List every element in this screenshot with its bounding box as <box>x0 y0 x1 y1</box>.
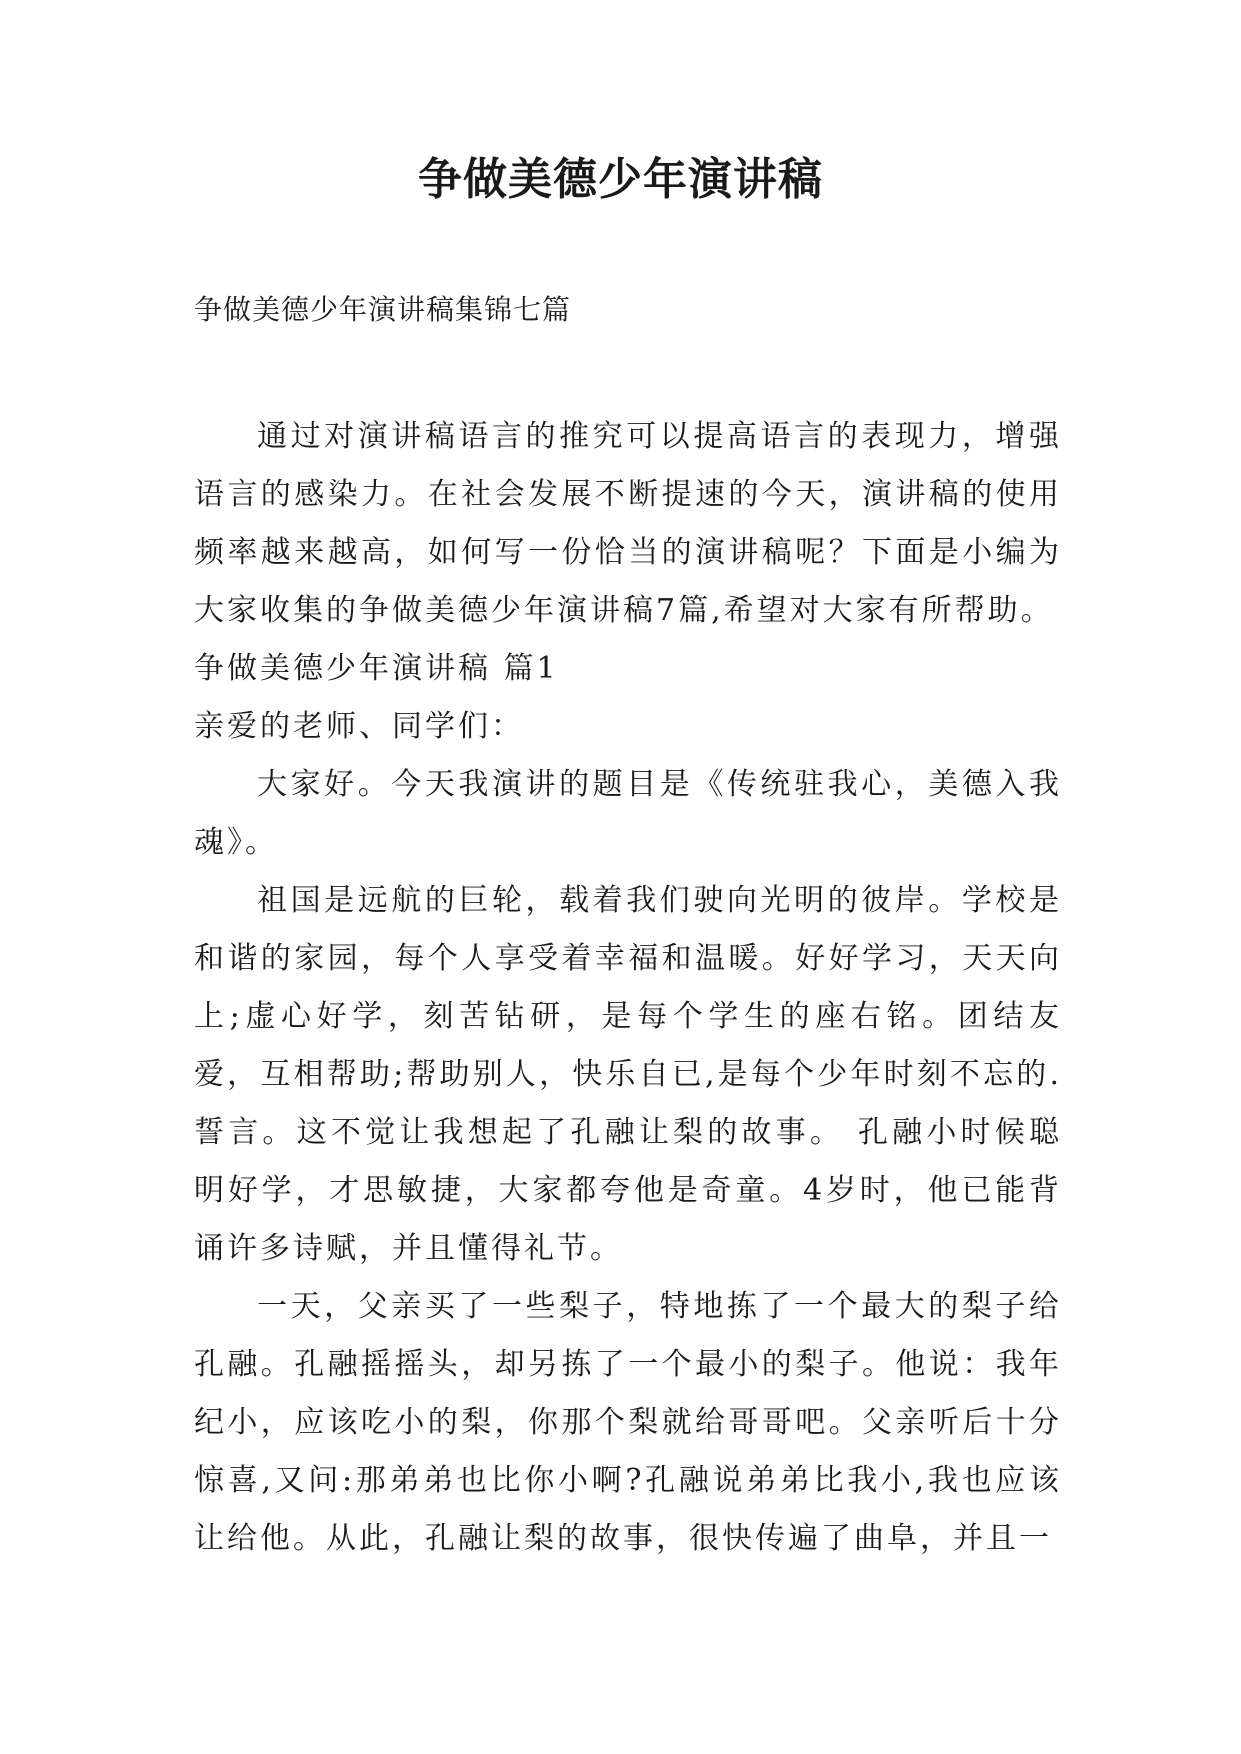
document-body <box>194 408 1062 1568</box>
body-paragraph: 祖国是远航的巨轮，载着我们驶向光明的彼岸。学校是和谐的家园，每个人享受着幸福和温暖。好好学习，天天向上;虚心好学，刻苦钻研，是每个学生的座右铭。团结友爱，互相帮助;帮助别人，快乐自已,是每个少年时刻不忘的.誓言。这不觉让我想起了孔融让梨的故事。 孔融小时候聪明好学，才思敏捷，大家都夸他是奇童。4岁时，他已能背诵许多诗赋，并且懂得礼节。 <box>194 883 1062 1266</box>
document-title: 争做美德少年演讲稿 <box>418 154 823 205</box>
body-paragraph: 大家好。今天我演讲的题目是《传统驻我心，美德入我魂》。 <box>194 767 1062 860</box>
body-paragraph: 一天，父亲买了一些梨子，特地拣了一个最大的梨子给孔融。孔融摇摇头，却另拣了一个最小的梨子。他说：我年纪小，应该吃小的梨，你那个梨就给哥哥吧。父亲听后十分惊喜,又问:那弟弟也比你小啊?孔融说弟弟比我小,我也应该让给他。从此，孔融让梨的故事，很快传遍了曲阜，并且一 <box>194 1289 1062 1556</box>
salutation: 亲爱的老师、同学们： <box>194 709 524 744</box>
document-subtitle: 争做美德少年演讲稿集锦七篇 <box>194 293 572 326</box>
intro-paragraph: 通过对演讲稿语言的推究可以提高语言的表现力，增强语言的感染力。在社会发展不断提速的今天，演讲稿的使用频率越来越高，如何写一份恰当的演讲稿呢？下面是小编为大家收集的争做美德少年演讲稿7篇,希望对大家有所帮助。 <box>194 419 1062 628</box>
section-heading: 争做美德少年演讲稿 篇1 <box>194 651 559 686</box>
